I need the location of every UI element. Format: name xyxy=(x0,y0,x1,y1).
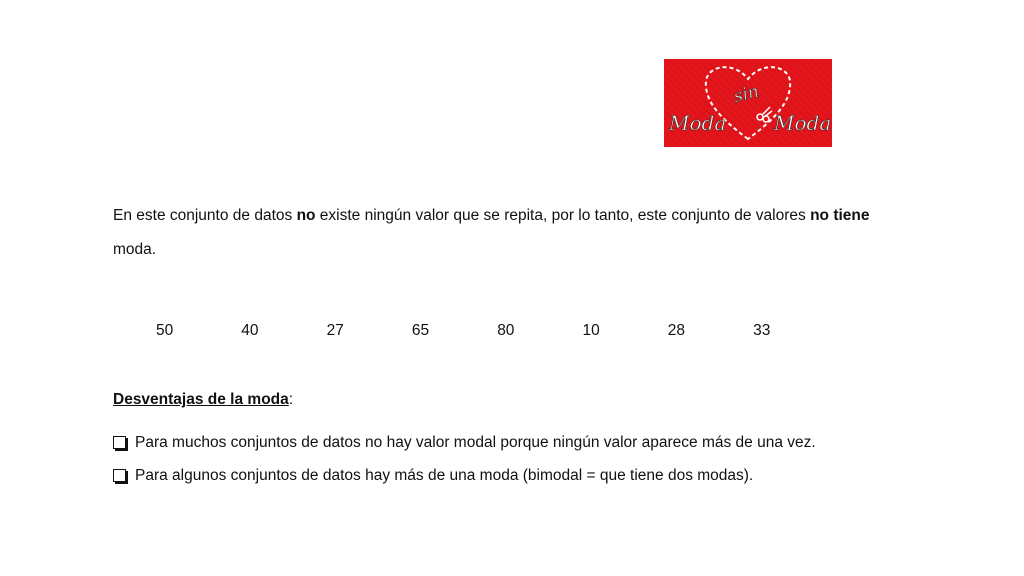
disadvantages-colon: : xyxy=(288,391,294,408)
dataset-values xyxy=(156,322,838,340)
para-text-3: moda. xyxy=(113,241,157,258)
checkbox-bullet-icon xyxy=(113,436,126,449)
logo-word-moda-left: Moda xyxy=(669,111,727,135)
data-value: 27 xyxy=(326,322,344,339)
logo-word-sin: sin xyxy=(731,81,761,108)
list-item-text: Para algunos conjuntos de datos hay más de una moda (bimodal = que tiene dos modas). xyxy=(135,466,754,484)
para-bold-no: no xyxy=(296,207,316,224)
heart-icon xyxy=(664,59,832,147)
data-value: 10 xyxy=(582,322,600,339)
disadvantages-list xyxy=(113,426,816,492)
data-value: 50 xyxy=(156,322,174,339)
data-value: 80 xyxy=(497,322,515,339)
data-value: 65 xyxy=(411,322,430,339)
list-item xyxy=(113,426,816,459)
data-value: 33 xyxy=(753,322,771,339)
disadvantages-heading xyxy=(113,391,293,409)
logo-word-moda-right: Moda xyxy=(774,111,832,135)
no-mode-explanation xyxy=(113,199,873,267)
data-value: 28 xyxy=(667,322,686,339)
list-item xyxy=(113,459,816,492)
para-bold-no-tiene: no tiene xyxy=(810,207,870,224)
checkbox-bullet-icon xyxy=(113,469,126,482)
sin-moda-logo xyxy=(664,59,832,147)
para-text-1: En este conjunto de datos xyxy=(113,207,297,224)
list-item-text: Para muchos conjuntos de datos no hay valor modal porque ningún valor aparece más de una vez. xyxy=(135,433,816,451)
para-text-2: existe ningún valor que se repita, por lo tanto, este conjunto de valores xyxy=(315,207,811,224)
data-value: 40 xyxy=(241,322,259,339)
disadvantages-title: Desventajas de la moda xyxy=(113,391,289,408)
